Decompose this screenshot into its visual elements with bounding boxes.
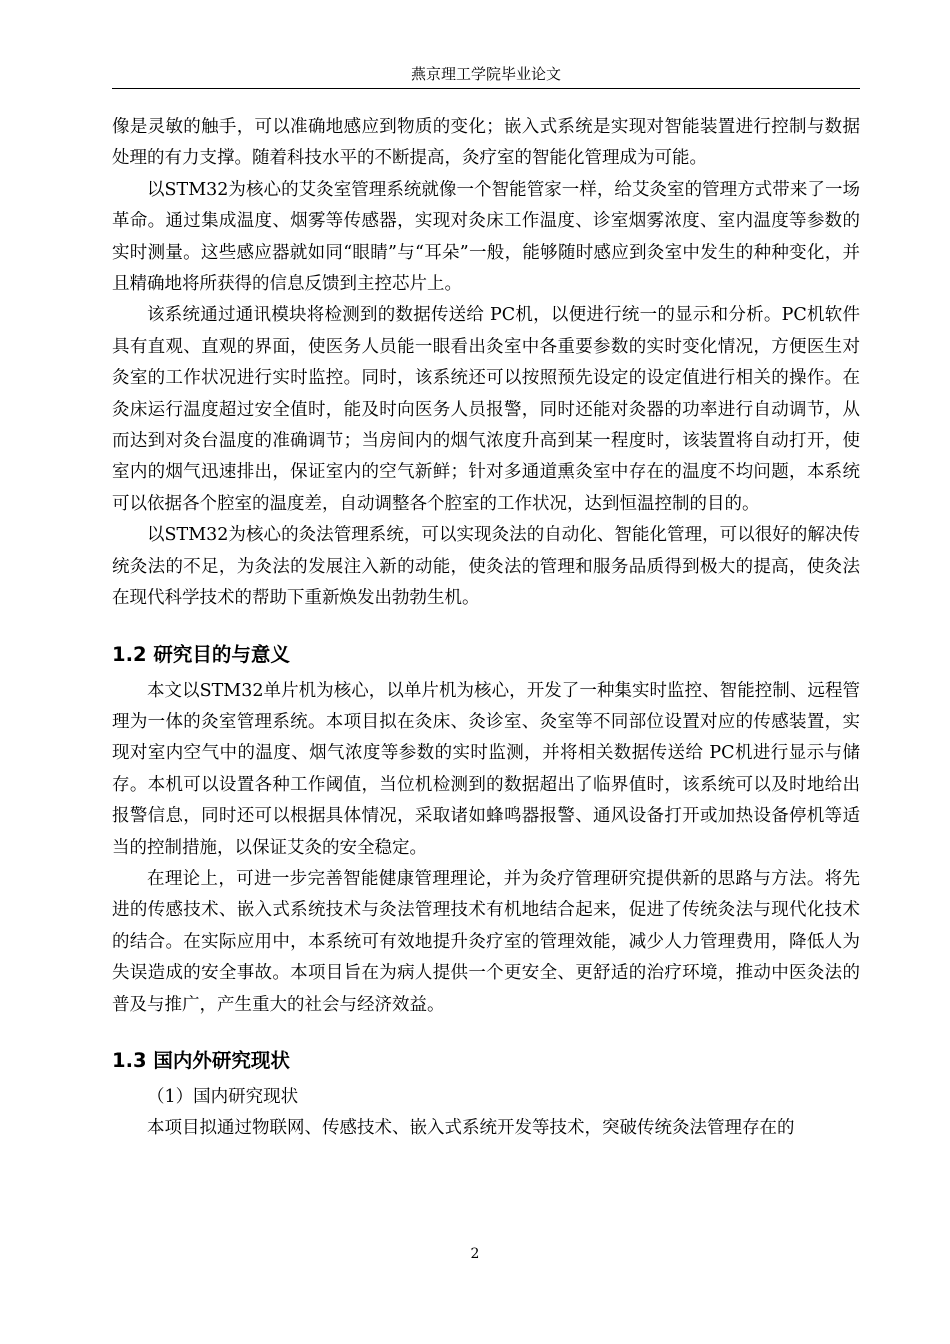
section-heading-1-3: 1.3 国内外研究现状 <box>112 1048 290 1072</box>
page-body <box>112 112 860 1145</box>
page-number: 2 <box>470 1246 480 1262</box>
paragraph-domestic-research: 本项目拟通过物联网、传感技术、嵌入式系统开发等技术，突破传统灸法管理存在的 <box>147 1118 795 1139</box>
paragraph-pc-communication: 该系统通过通讯模块将检测到的数据传送给 PC机，以便进行统一的显示和分析。PC机软件具有直观、直观的界面，使医务人员能一眼看出灸室中各重要参数的实时变化情况，方便医生对灸室的工作状况进行实时监控。同时，该系统还可以按照预先设定的设定值进行相关的操作。在灸床运行温度超过安全值时，能及时向医务人员报警，同时还能对灸器的功率进行自动调节，从而达到对灸台温度的准确调节；当房间内的烟气浓度升高到某一程度时，该装置将自动打开，使室内的烟气迅速排出，保证室内的空气新鲜；针对多通道熏灸室中存在的温度不均问题，本系统可以依据各个腔室的温度差，自动调整各个腔室的工作状况，达到恒温控制的目的。 <box>112 305 860 514</box>
paragraph-significance: 在理论上，可进一步完善智能健康管理理论，并为灸疗管理研究提供新的思路与方法。将先进的传感技术、嵌入式系统技术与灸法管理技术有机地结合起来，促进了传统灸法与现代化技术的结合。在实际应用中，本系统可有效地提升灸疗室的管理效能，减少人力管理费用，降低人为失误造成的安全事故。本项目旨在为病人提供一个更安全、更舒适的治疗环境，推动中医灸法的普及与推广，产生重大的社会与经济效益。 <box>112 868 860 1015</box>
paragraph-continuation: 像是灵敏的触手，可以准确地感应到物质的变化；嵌入式系统是实现对智能装置进行控制与数据处理的有力支撑。随着科技水平的不断提高，灸疗室的智能化管理成为可能。 <box>112 117 860 169</box>
paragraph-purpose: 本文以STM32单片机为核心，以单片机为核心，开发了一种集实时监控、智能控制、远程管理为一体的灸室管理系统。本项目拟在灸床、灸诊室、灸室等不同部位设置对应的传感装置，实现对室内空气中的温度、烟气浓度等参数的实时监测，并将相关数据传送给 PC机进行显示与储存。本机可以设置各种工作阈值，当位机检测到的数据超出了临界值时，该系统可以及时地给出报警信息，同时还可以根据具体情况，采取诸如蜂鸣器报警、通风设备打开或加热设备停机等适当的控制措施，以保证艾灸的安全稳定。 <box>112 680 860 858</box>
header-title: 燕京理工学院毕业论文 <box>410 65 561 83</box>
running-header <box>112 60 860 89</box>
section-heading-1-2: 1.2 研究目的与意义 <box>112 642 290 666</box>
subsection-domestic: （1）国内研究现状 <box>147 1086 299 1107</box>
paragraph-stm32-system: 以STM32为核心的艾灸室管理系统就像一个智能管家一样，给艾灸室的管理方式带来了一场革命。通过集成温度、烟雾等传感器，实现对灸床工作温度、诊室烟雾浓度、室内温度等参数的实时测量。这些感应器就如同“眼睛”与“耳朵”一般，能够随时感应到灸室中发生的种种变化，并且精确地将所获得的信息反馈到主控芯片上。 <box>112 179 860 295</box>
paragraph-moxibustion-management: 以STM32为核心的灸法管理系统，可以实现灸法的自动化、智能化管理，可以很好的解决传统灸法的不足，为灸法的发展注入新的动能，使灸法的管理和服务品质得到极大的提高，使灸法在现代科学技术的帮助下重新焕发出勃勃生机。 <box>112 525 860 609</box>
